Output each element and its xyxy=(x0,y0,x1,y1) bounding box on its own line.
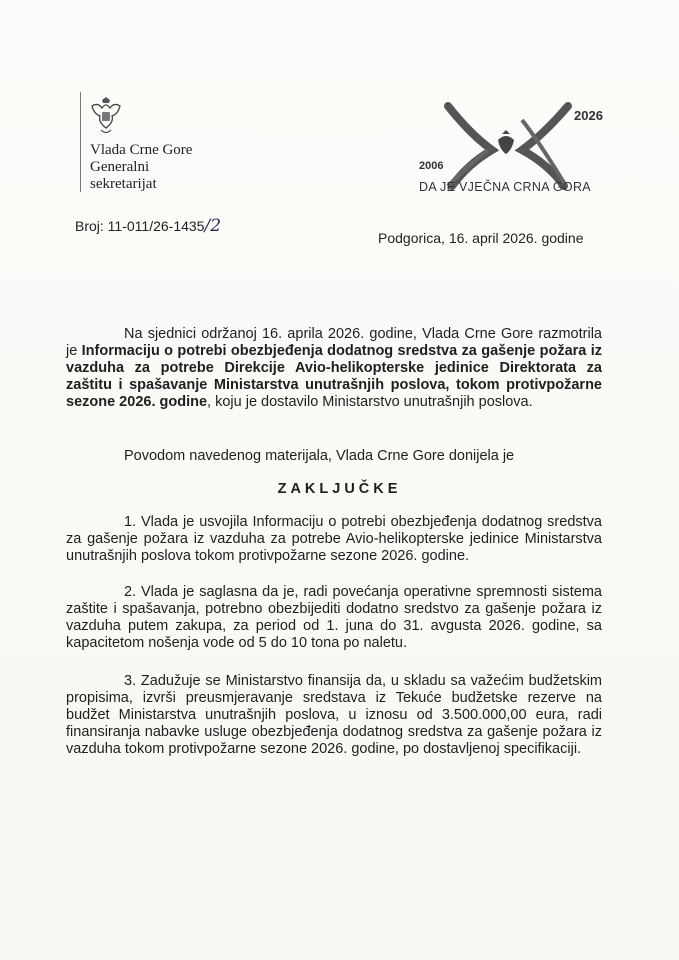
intro-bold-text: Informaciju o potrebi obezbjeđenja dodatnog sredstva za gašenje požara iz vazduha za potrebe Direkcije Avio-helikopterske jedinice Direktorata za zaštitu i spašavanje Ministarstva unutrašnjih poslova, tokom protivpožarne sezone 2026. godine xyxy=(66,343,602,410)
reference-number-text: Broj: 11-011/26-1435 xyxy=(75,218,205,234)
conclusions-heading: ZAKLJUČKE xyxy=(277,481,402,497)
reference-number xyxy=(75,216,221,236)
conclusion-item: 1. Vlada je usvojila Informaciju o potrebi obezbjeđenja dodatnog sredstva za gašenje požara iz vazduha za potrebe Avio-helikopterske jedinice Ministarstva unutrašnjih poslova tokom protivpožarne sezone 2026. godine. xyxy=(66,514,602,564)
logo-year-end: 2026 xyxy=(574,108,603,123)
government-line: Vlada Crne Gore xyxy=(90,142,193,158)
montenegro-coat-of-arms-icon xyxy=(88,96,124,138)
lead-sentence: Povodom navedenog materijala, Vlada Crne Gore donijela je xyxy=(124,448,515,464)
intro-text-end: , koju je dostavilo Ministarstvo unutrašnjih poslova. xyxy=(207,394,533,410)
intro-paragraph xyxy=(66,326,602,411)
handwritten-suffix: /2 xyxy=(204,216,222,236)
conclusion-item: 2. Vlada je saglasna da je, radi povećanja operativne spremnosti sistema zaštite i spašavanja, potrebno obezbijediti dodatno sredstvo za gašenje požara iz vazduha putem zakupa, za period od 1. juna do 31. avgusta 2026. godine, sa kapacitetom nošenja vode od 5 do 10 tona po naletu. xyxy=(66,584,602,651)
government-line: sekretarijat xyxy=(90,176,157,192)
conclusion-item: 3. Zadužuje se Ministarstvo finansija da, u skladu sa važećim budžetskim propisima, izvrši preusmjeravanje sredstava iz Tekuće budžetske rezerve na budžet Ministarstva unutrašnjih poslova, u iznosu od 3.500.000,00 eura, radi finansiranja nabavke usluge obezbjeđenja dodatnog sredstva za gašenje požara iz vazduha tokom protivpožarne sezone 2026. godine, po dostavljenoj specifikaciji. xyxy=(66,673,602,757)
intro-text: Na sjednici održanoj 16. aprila 2026. godine, Vlada Crne Gore razmotrila je xyxy=(66,326,602,359)
government-name xyxy=(90,142,192,193)
government-line: Generalni xyxy=(90,159,150,175)
header-divider xyxy=(80,92,81,192)
logo-motto: DA JE VJEČNA CRNA GORA xyxy=(419,180,591,194)
logo-year-start: 2006 xyxy=(419,160,444,172)
place-and-date: Podgorica, 16. april 2026. godine xyxy=(378,230,584,246)
